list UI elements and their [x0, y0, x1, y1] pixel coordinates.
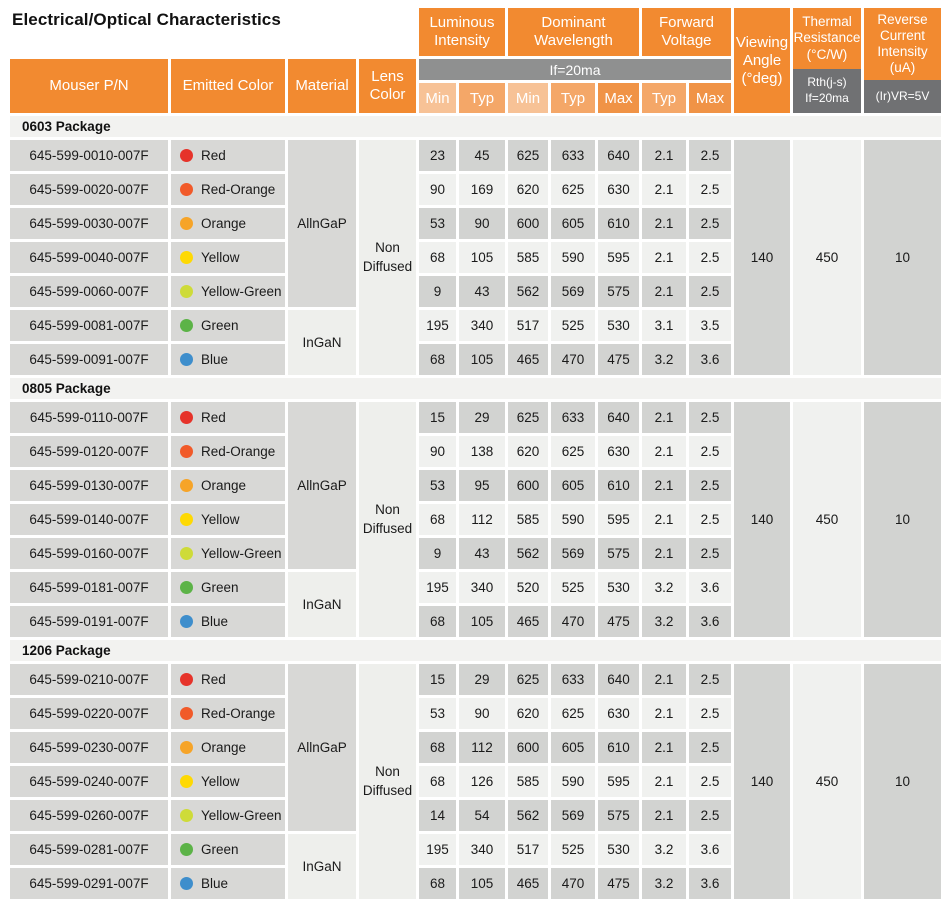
part-number-cell: 645-599-0291-007F: [10, 868, 168, 899]
value-cell: 575: [598, 276, 639, 307]
reverse-current-condition: (Ir)VR=5V: [864, 80, 941, 113]
value-cell: 15: [419, 402, 456, 433]
part-number-cell: 645-599-0230-007F: [10, 732, 168, 763]
color-dot-icon: [180, 285, 193, 298]
material-cell: InGaN: [288, 310, 356, 375]
value-cell: 605: [551, 732, 595, 763]
value-cell: 3.2: [642, 344, 686, 375]
lens-cell: Non Diffused: [359, 140, 416, 375]
value-cell: 2.5: [689, 242, 731, 273]
value-cell: 610: [598, 208, 639, 239]
value-cell: 53: [419, 470, 456, 501]
emitted-color-label: Green: [201, 318, 239, 333]
part-number-cell: 645-599-0260-007F: [10, 800, 168, 831]
value-cell: 517: [508, 834, 548, 865]
value-cell: 2.1: [642, 174, 686, 205]
emitted-color-label: Red: [201, 672, 226, 687]
value-cell: 625: [508, 402, 548, 433]
part-number-cell: 645-599-0120-007F: [10, 436, 168, 467]
part-number-cell: 645-599-0060-007F: [10, 276, 168, 307]
emitted-color-label: Yellow: [201, 250, 240, 265]
subheader-max-4: Max: [598, 83, 639, 113]
emitted-color-cell: [171, 698, 285, 729]
part-number-cell: 645-599-0181-007F: [10, 572, 168, 603]
lens-cell: Non Diffused: [359, 664, 416, 899]
value-cell: 68: [419, 606, 456, 637]
value-cell: 53: [419, 208, 456, 239]
emitted-color-label: Red-Orange: [201, 706, 276, 721]
value-cell: 470: [551, 606, 595, 637]
value-cell: 569: [551, 276, 595, 307]
emitted-color-cell: [171, 606, 285, 637]
emitted-color-label: Red-Orange: [201, 182, 276, 197]
col-header-reverse-current: [864, 8, 941, 113]
emitted-color-label: Green: [201, 842, 239, 857]
subheader-typ-3: Typ: [551, 83, 595, 113]
thermal-resistance-value: 450: [793, 140, 861, 375]
emitted-color-cell: [171, 140, 285, 171]
value-cell: 105: [459, 868, 505, 899]
value-cell: 2.5: [689, 140, 731, 171]
value-cell: 595: [598, 242, 639, 273]
value-cell: 575: [598, 538, 639, 569]
value-cell: 590: [551, 766, 595, 797]
value-cell: 112: [459, 504, 505, 535]
reverse-current-value: 10: [864, 402, 941, 637]
value-cell: 630: [598, 698, 639, 729]
value-cell: 3.2: [642, 572, 686, 603]
color-dot-icon: [180, 353, 193, 366]
color-dot-icon: [180, 581, 193, 594]
value-cell: 195: [419, 834, 456, 865]
value-cell: 9: [419, 276, 456, 307]
value-cell: 633: [551, 140, 595, 171]
color-dot-icon: [180, 183, 193, 196]
value-cell: 2.1: [642, 698, 686, 729]
value-cell: 2.1: [642, 470, 686, 501]
value-cell: 2.5: [689, 276, 731, 307]
group-header-0: Luminous Intensity: [419, 8, 505, 56]
color-dot-icon: [180, 615, 193, 628]
viewing-angle-value: 140: [734, 140, 790, 375]
emitted-color-label: Yellow: [201, 774, 240, 789]
value-cell: 2.1: [642, 800, 686, 831]
color-dot-icon: [180, 149, 193, 162]
value-cell: 105: [459, 606, 505, 637]
part-number-cell: 645-599-0091-007F: [10, 344, 168, 375]
color-dot-icon: [180, 775, 193, 788]
viewing-angle-value: 140: [734, 664, 790, 899]
value-cell: 2.1: [642, 664, 686, 695]
value-cell: 640: [598, 664, 639, 695]
value-cell: 195: [419, 572, 456, 603]
value-cell: 169: [459, 174, 505, 205]
value-cell: 95: [459, 470, 505, 501]
value-cell: 45: [459, 140, 505, 171]
value-cell: 530: [598, 310, 639, 341]
value-cell: 3.6: [689, 572, 731, 603]
part-number-cell: 645-599-0130-007F: [10, 470, 168, 501]
emitted-color-label: Orange: [201, 478, 247, 493]
value-cell: 3.2: [642, 606, 686, 637]
value-cell: 9: [419, 538, 456, 569]
value-cell: 90: [459, 698, 505, 729]
value-cell: 3.6: [689, 834, 731, 865]
value-cell: 15: [419, 664, 456, 695]
col-header-lens-color: Lens Color: [359, 59, 416, 113]
value-cell: 43: [459, 538, 505, 569]
part-number-cell: 645-599-0140-007F: [10, 504, 168, 535]
value-cell: 105: [459, 344, 505, 375]
part-number-cell: 645-599-0220-007F: [10, 698, 168, 729]
col-header-viewing-angle: Viewing Angle (°deg): [734, 8, 790, 113]
part-number-cell: 645-599-0040-007F: [10, 242, 168, 273]
value-cell: 470: [551, 344, 595, 375]
subheader-typ-5: Typ: [642, 83, 686, 113]
value-cell: 2.1: [642, 504, 686, 535]
value-cell: 585: [508, 504, 548, 535]
value-cell: 138: [459, 436, 505, 467]
value-cell: 2.1: [642, 538, 686, 569]
value-cell: 3.1: [642, 310, 686, 341]
emitted-color-cell: [171, 470, 285, 501]
value-cell: 2.1: [642, 242, 686, 273]
part-number-cell: 645-599-0240-007F: [10, 766, 168, 797]
value-cell: 68: [419, 868, 456, 899]
value-cell: 600: [508, 470, 548, 501]
emitted-color-cell: [171, 834, 285, 865]
emitted-color-cell: [171, 174, 285, 205]
value-cell: 2.5: [689, 664, 731, 695]
value-cell: 595: [598, 504, 639, 535]
value-cell: 633: [551, 402, 595, 433]
value-cell: 2.1: [642, 436, 686, 467]
value-cell: 68: [419, 732, 456, 763]
reverse-current-value: 10: [864, 140, 941, 375]
value-cell: 90: [459, 208, 505, 239]
viewing-angle-value: 140: [734, 402, 790, 637]
value-cell: 23: [419, 140, 456, 171]
color-dot-icon: [180, 707, 193, 720]
emitted-color-cell: [171, 572, 285, 603]
value-cell: 2.1: [642, 732, 686, 763]
material-cell: AllnGaP: [288, 402, 356, 569]
value-cell: 3.6: [689, 344, 731, 375]
value-cell: 625: [551, 174, 595, 205]
value-cell: 54: [459, 800, 505, 831]
color-dot-icon: [180, 513, 193, 526]
package-title: 1206 Package: [10, 640, 941, 661]
material-cell: AllnGaP: [288, 140, 356, 307]
value-cell: 2.5: [689, 504, 731, 535]
emitted-color-cell: [171, 276, 285, 307]
value-cell: 90: [419, 436, 456, 467]
value-cell: 625: [508, 140, 548, 171]
emitted-color-cell: [171, 402, 285, 433]
value-cell: 2.5: [689, 698, 731, 729]
reverse-current-value: 10: [864, 664, 941, 899]
subheader-typ-1: Typ: [459, 83, 505, 113]
value-cell: 2.5: [689, 800, 731, 831]
package-title: 0805 Package: [10, 378, 941, 399]
value-cell: 530: [598, 572, 639, 603]
value-cell: 525: [551, 834, 595, 865]
emitted-color-cell: [171, 732, 285, 763]
part-number-cell: 645-599-0110-007F: [10, 402, 168, 433]
value-cell: 2.1: [642, 208, 686, 239]
value-cell: 465: [508, 868, 548, 899]
color-dot-icon: [180, 809, 193, 822]
value-cell: 530: [598, 834, 639, 865]
part-number-cell: 645-599-0020-007F: [10, 174, 168, 205]
if-condition-bar: If=20ma: [419, 59, 731, 80]
emitted-color-cell: [171, 538, 285, 569]
value-cell: 2.5: [689, 470, 731, 501]
value-cell: 475: [598, 868, 639, 899]
thermal-resistance-condition: Rth(j-s) If=20ma: [793, 69, 861, 113]
part-number-cell: 645-599-0010-007F: [10, 140, 168, 171]
value-cell: 2.5: [689, 208, 731, 239]
emitted-color-label: Orange: [201, 740, 247, 755]
color-dot-icon: [180, 741, 193, 754]
value-cell: 465: [508, 606, 548, 637]
value-cell: 3.2: [642, 868, 686, 899]
value-cell: 43: [459, 276, 505, 307]
emitted-color-cell: [171, 242, 285, 273]
group-header-1: Dominant Wavelength: [508, 8, 639, 56]
value-cell: 562: [508, 276, 548, 307]
value-cell: 600: [508, 208, 548, 239]
value-cell: 465: [508, 344, 548, 375]
value-cell: 3.6: [689, 606, 731, 637]
value-cell: 525: [551, 310, 595, 341]
value-cell: 585: [508, 766, 548, 797]
part-number-cell: 645-599-0191-007F: [10, 606, 168, 637]
emitted-color-label: Green: [201, 580, 239, 595]
emitted-color-label: Orange: [201, 216, 247, 231]
value-cell: 605: [551, 470, 595, 501]
value-cell: 195: [419, 310, 456, 341]
material-cell: InGaN: [288, 572, 356, 637]
value-cell: 575: [598, 800, 639, 831]
value-cell: 3.2: [642, 834, 686, 865]
color-dot-icon: [180, 547, 193, 560]
value-cell: 53: [419, 698, 456, 729]
value-cell: 29: [459, 664, 505, 695]
material-cell: InGaN: [288, 834, 356, 899]
value-cell: 68: [419, 766, 456, 797]
value-cell: 2.1: [642, 140, 686, 171]
emitted-color-cell: [171, 344, 285, 375]
value-cell: 625: [551, 698, 595, 729]
col-header-mouser-pn: Mouser P/N: [10, 59, 168, 113]
emitted-color-label: Yellow-Green: [201, 546, 282, 561]
value-cell: 620: [508, 698, 548, 729]
color-dot-icon: [180, 877, 193, 890]
value-cell: 2.1: [642, 276, 686, 307]
emitted-color-label: Blue: [201, 614, 229, 629]
value-cell: 68: [419, 344, 456, 375]
value-cell: 126: [459, 766, 505, 797]
part-number-cell: 645-599-0281-007F: [10, 834, 168, 865]
value-cell: 610: [598, 732, 639, 763]
value-cell: 562: [508, 538, 548, 569]
value-cell: 2.1: [642, 402, 686, 433]
value-cell: 620: [508, 436, 548, 467]
value-cell: 2.5: [689, 402, 731, 433]
value-cell: 630: [598, 174, 639, 205]
emitted-color-cell: [171, 310, 285, 341]
value-cell: 590: [551, 504, 595, 535]
value-cell: 2.5: [689, 436, 731, 467]
material-cell: AllnGaP: [288, 664, 356, 831]
emitted-color-label: Red: [201, 410, 226, 425]
emitted-color-label: Yellow-Green: [201, 284, 282, 299]
group-header-2: Forward Voltage: [642, 8, 731, 56]
subheader-max-6: Max: [689, 83, 731, 113]
value-cell: 340: [459, 834, 505, 865]
value-cell: 3.6: [689, 868, 731, 899]
emitted-color-cell: [171, 766, 285, 797]
part-number-cell: 645-599-0160-007F: [10, 538, 168, 569]
package-title: 0603 Package: [10, 116, 941, 137]
value-cell: 590: [551, 242, 595, 273]
emitted-color-label: Yellow: [201, 512, 240, 527]
page-title: Electrical/Optical Characteristics: [12, 10, 281, 29]
value-cell: 600: [508, 732, 548, 763]
value-cell: 68: [419, 242, 456, 273]
subheader-min-0: Min: [419, 83, 456, 113]
emitted-color-cell: [171, 664, 285, 695]
color-dot-icon: [180, 217, 193, 230]
color-dot-icon: [180, 673, 193, 686]
value-cell: 14: [419, 800, 456, 831]
value-cell: 625: [551, 436, 595, 467]
col-header-emitted-color: Emitted Color: [171, 59, 285, 113]
value-cell: 630: [598, 436, 639, 467]
value-cell: 475: [598, 344, 639, 375]
value-cell: 605: [551, 208, 595, 239]
value-cell: 569: [551, 800, 595, 831]
emitted-color-label: Blue: [201, 876, 229, 891]
color-dot-icon: [180, 445, 193, 458]
color-dot-icon: [180, 251, 193, 264]
value-cell: 625: [508, 664, 548, 695]
value-cell: 525: [551, 572, 595, 603]
emitted-color-label: Red-Orange: [201, 444, 276, 459]
color-dot-icon: [180, 319, 193, 332]
emitted-color-cell: [171, 800, 285, 831]
value-cell: 2.5: [689, 538, 731, 569]
value-cell: 517: [508, 310, 548, 341]
value-cell: 68: [419, 504, 456, 535]
value-cell: 90: [419, 174, 456, 205]
emitted-color-label: Red: [201, 148, 226, 163]
value-cell: 2.1: [642, 766, 686, 797]
value-cell: 610: [598, 470, 639, 501]
value-cell: 640: [598, 140, 639, 171]
value-cell: 475: [598, 606, 639, 637]
emitted-color-cell: [171, 868, 285, 899]
part-number-cell: 645-599-0081-007F: [10, 310, 168, 341]
value-cell: 569: [551, 538, 595, 569]
col-header-thermal-resistance: [793, 8, 861, 113]
value-cell: 3.5: [689, 310, 731, 341]
value-cell: 470: [551, 868, 595, 899]
thermal-resistance-label: Thermal Resistance (°C/W): [793, 8, 861, 69]
value-cell: 29: [459, 402, 505, 433]
value-cell: 340: [459, 310, 505, 341]
value-cell: 2.5: [689, 174, 731, 205]
lens-cell: Non Diffused: [359, 402, 416, 637]
emitted-color-cell: [171, 208, 285, 239]
value-cell: 340: [459, 572, 505, 603]
value-cell: 633: [551, 664, 595, 695]
thermal-resistance-value: 450: [793, 402, 861, 637]
thermal-resistance-value: 450: [793, 664, 861, 899]
part-number-cell: 645-599-0030-007F: [10, 208, 168, 239]
color-dot-icon: [180, 843, 193, 856]
part-number-cell: 645-599-0210-007F: [10, 664, 168, 695]
emitted-color-label: Yellow-Green: [201, 808, 282, 823]
col-header-material: Material: [288, 59, 356, 113]
reverse-current-label: Reverse Current Intensity (uA): [864, 8, 941, 80]
emitted-color-label: Blue: [201, 352, 229, 367]
value-cell: 620: [508, 174, 548, 205]
value-cell: 520: [508, 572, 548, 603]
value-cell: 112: [459, 732, 505, 763]
emitted-color-cell: [171, 436, 285, 467]
color-dot-icon: [180, 411, 193, 424]
emitted-color-cell: [171, 504, 285, 535]
value-cell: 105: [459, 242, 505, 273]
color-dot-icon: [180, 479, 193, 492]
value-cell: 2.5: [689, 766, 731, 797]
value-cell: 562: [508, 800, 548, 831]
value-cell: 640: [598, 402, 639, 433]
value-cell: 2.5: [689, 732, 731, 763]
value-cell: 595: [598, 766, 639, 797]
value-cell: 585: [508, 242, 548, 273]
subheader-min-2: Min: [508, 83, 548, 113]
